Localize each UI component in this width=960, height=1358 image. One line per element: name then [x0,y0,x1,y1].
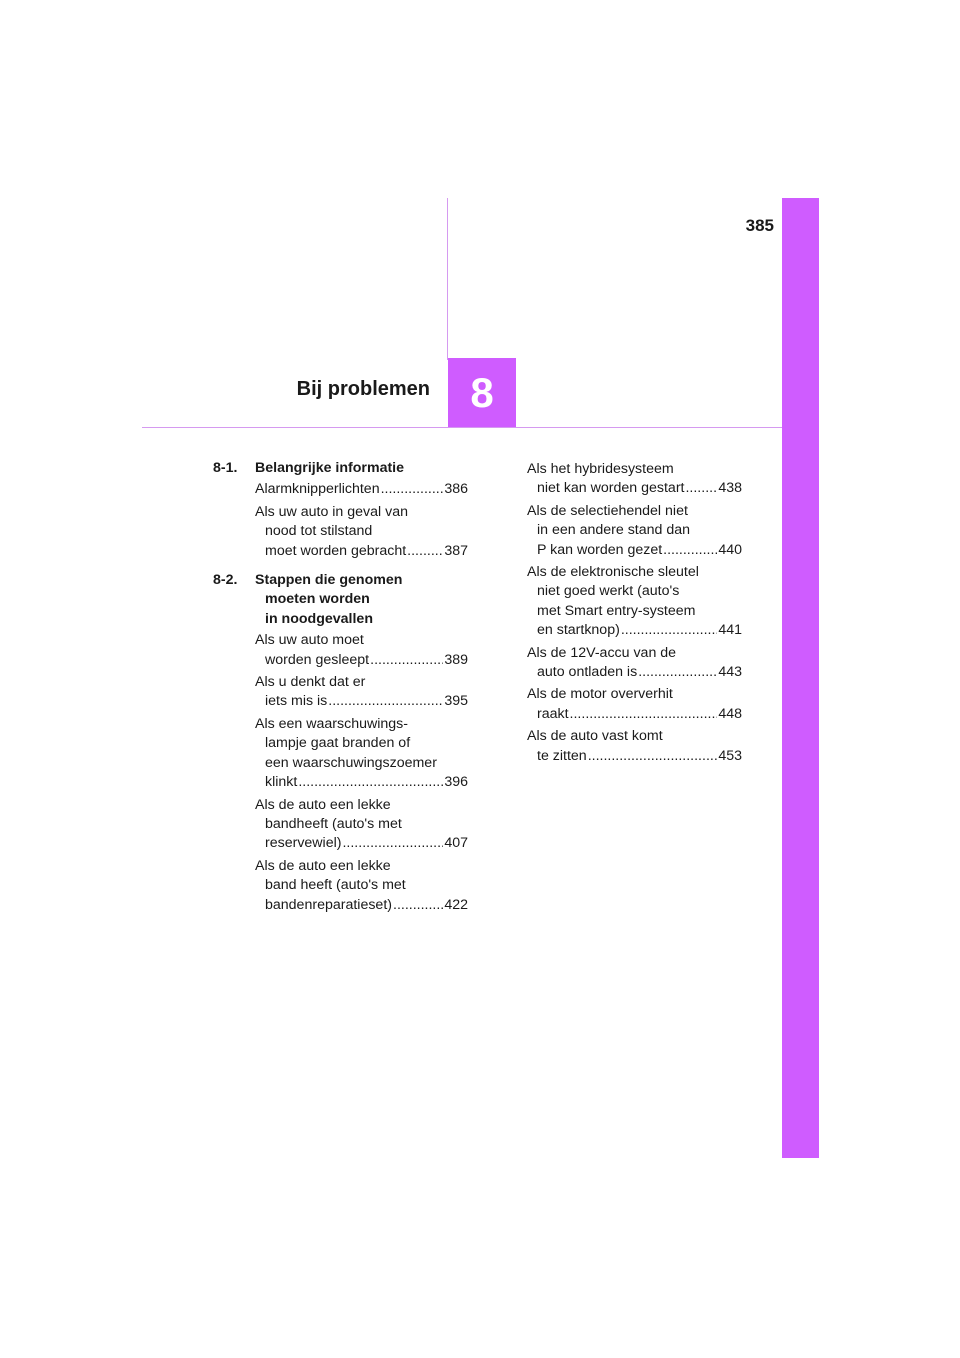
toc-entry-text: een waarschuwingszoemer [265,754,437,771]
toc-entry-last-line [527,621,742,640]
chapter-title: Bij problemen [296,378,430,400]
toc-entry-last-line [255,834,468,853]
toc-page-number: 443 [718,664,742,681]
toc-section [213,459,468,561]
toc-page-number: 441 [718,622,742,639]
dot-leader [298,773,443,792]
toc-entries [255,630,468,915]
toc-entry-last-line [255,480,468,499]
horizontal-rule [142,427,782,428]
toc-entry-text: nood tot stilstand [265,523,373,540]
toc-entry-text: raakt [537,705,569,722]
toc-entry-text: Alarmknipperlichten [255,481,380,498]
toc-entry-text: klinkt [265,774,298,791]
toc-entry-text: bandheeft (auto's met [265,815,402,832]
toc-entry-last-line [255,692,468,711]
toc-entry-text: niet goed werkt (auto's [537,583,680,600]
dot-leader [685,479,717,498]
toc-entry[interactable] [255,672,468,712]
toc-entry-text: band heeft (auto's met [265,877,406,894]
toc-entry[interactable] [255,856,468,915]
toc-entry-text: Als het hybridesysteem [527,461,674,477]
toc-entry-last-line [527,747,742,766]
dot-leader [588,747,718,766]
toc-section-number: 8-2. [213,572,238,589]
toc-entry-last-line [527,479,742,498]
toc-page-number: 395 [444,693,468,710]
dot-leader [370,651,443,670]
toc-entry-text: Als uw auto moet [255,632,364,649]
toc-entry[interactable] [527,684,742,724]
toc-page-number: 396 [444,774,468,791]
page-number: 385 [745,216,774,235]
toc-section-number: 8-1. [213,460,238,476]
toc-entry-last-line [527,541,742,560]
toc-entry[interactable] [527,643,742,683]
toc-left-column [213,459,468,925]
toc-page-number: 387 [444,542,468,559]
toc-section-title-line: moeten worden [265,591,370,608]
toc-entry[interactable] [527,726,742,766]
toc-page-number: 453 [718,747,742,764]
dot-leader [638,663,717,682]
toc-entry-text: worden gesleept [265,651,370,668]
toc-entry-text: niet kan worden gestart [537,480,685,497]
dot-leader [342,834,443,853]
toc-entry-last-line [255,896,468,915]
toc-entry-last-line [255,542,468,561]
toc-page-number: 389 [444,651,468,668]
toc-entry-text: Als de auto een lekke [255,857,391,874]
dot-leader [407,542,443,561]
toc-section-title-line: in noodgevallen [265,610,373,627]
dot-leader [381,480,444,499]
toc-entry-text: auto ontladen is [537,664,638,681]
toc-entry-text: moet worden gebracht [265,542,407,559]
vertical-rule [447,198,448,360]
toc-entry-text: Als een waarschuwings- [255,715,408,732]
dot-leader [570,705,718,724]
dot-leader [328,692,443,711]
toc-entry-text: lampje gaat branden of [265,735,411,752]
dot-leader [663,541,717,560]
toc-page-number: 440 [718,541,742,558]
toc-entry[interactable] [255,502,468,561]
toc-entry-text: in een andere stand dan [537,522,691,539]
toc-entries [255,479,468,561]
chapter-number-box [448,358,516,427]
toc-page-number: 407 [444,835,468,852]
toc-section-title [255,571,468,629]
toc-entry-text: met Smart entry-systeem [537,602,696,619]
toc-section-heading[interactable] [213,459,468,478]
toc-entry[interactable] [255,630,468,670]
chapter-number: 8 [470,368,494,416]
toc-entry[interactable] [527,501,742,560]
toc-right-column [527,459,742,767]
toc-section [213,571,468,915]
toc-entry-text: P kan worden gezet [537,541,663,558]
toc-section-title-line: Stappen die genomen [255,572,403,589]
toc-entry-text: Als de auto vast komt [527,728,663,745]
toc-entry-last-line [255,773,468,792]
toc-page-number: 422 [444,896,468,913]
toc-entry-text: iets mis is [265,693,328,710]
toc-entry[interactable] [527,459,742,499]
toc-entry-text: Als uw auto in geval van [255,503,409,520]
toc-section-heading[interactable] [213,571,468,629]
toc-entry-text: Als de elektronische sleutel [527,564,699,581]
toc-entry[interactable] [527,562,742,641]
toc-entry[interactable] [255,479,468,499]
toc-entry[interactable] [255,714,468,793]
toc-entry-text: bandenreparatieset) [265,896,392,913]
toc-entry-text: reservewiel) [265,835,342,852]
toc-page-number: 386 [444,481,468,498]
toc-entry-text: Als de 12V-accu van de [527,644,677,661]
toc-entry-last-line [255,651,468,670]
chapter-thumb-tab [782,198,819,1158]
toc-entry-text: Als de auto een lekke [255,796,391,813]
toc-entries [527,459,742,766]
dot-leader [393,896,443,915]
toc-entry-text: te zitten [537,747,587,764]
toc-page-number: 438 [718,480,742,497]
toc-entry-last-line [527,663,742,682]
toc-entry-text: Als de selectiehendel niet [527,502,688,519]
toc-entry-text: en startknop) [537,622,620,639]
toc-page-number: 448 [718,705,742,722]
toc-section-title-line: Belangrijke informatie [255,460,405,476]
toc-section-title [255,459,468,478]
dot-leader [621,621,718,640]
toc-entry-text: Als de motor oververhit [527,686,673,703]
toc-entry[interactable] [255,795,468,854]
toc-entry-last-line [527,705,742,724]
toc-entry-text: Als u denkt dat er [255,674,366,691]
